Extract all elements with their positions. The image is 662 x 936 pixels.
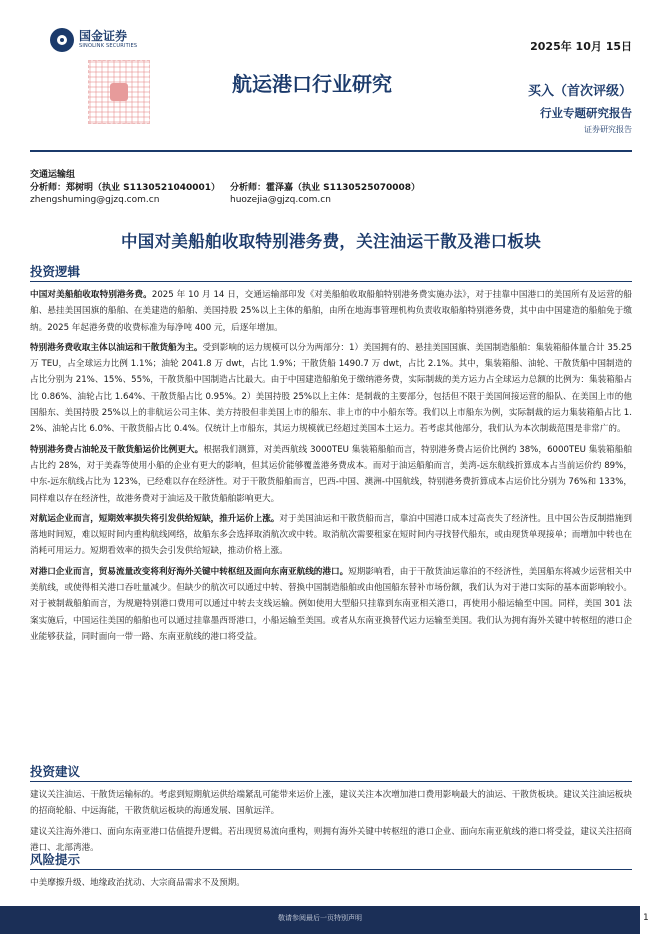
paragraph: 对航运企业而言，短期效率损失将引发供给短缺，推升运价上涨。对于美国油运和干散货船而言，靠泊中国港口成本过高丧失了经济性。且中国公告反制措施到落地时间短，难以短时间内重构航线网络，故船东多会选择取消航次或中转。取消航次需要租家在短时间内寻找替代船东，或由现货单现接单；而增加中转也在消耗可用运力。短期看效率的损失会引发供给短缺，推动价格上涨。 xyxy=(30,513,632,557)
logo-cn-text: 国金证券 xyxy=(79,29,128,43)
report-date: 2025年 10月 15日 xyxy=(530,40,632,53)
paragraph: 建议关注油运、干散货运输标的。考虑到短期航运供给端紧乱可能带来运价上涨，建议关注本次增加港口费用影响最大的油运、干散货板块。建议关注油运板块的招商轮船、中远海能，干散货航运板块的海通发展、国航远洋。 xyxy=(30,790,632,817)
qr-code-icon xyxy=(88,60,150,124)
paragraph: 对港口企业而言，贸易流量改变将利好海外关键中转枢纽及面向东南亚航线的港口。短期影响看，由于干散货油运靠泊的不经济性，美国船东将减少运营相关中美航线，或使得相关港口吞吐量减少。但缺少的航次可以通过中转、替换中国制造船舶或由他国船东替补市场份额，我们认为对于港口实际的基本面影响较小。对于被制裁船舶而言，为规避特别港口费用可以通过中转去支线运输。例如使用大型船只挂靠到东南亚相关港口，再使用小船运输至中国。同样，美国 301 法案实施后，中国运往美国的船舶也可以通过挂靠墨西哥港口，小船运输至美国。或者从东南亚换替代运力运输至美国。我们认为拥有海外关键中转枢纽的港口企业能够获益，同时面向一带一路、东南亚航线的港口将受益。 xyxy=(30,566,632,642)
industry-title: 航运港口行业研究 xyxy=(232,72,392,96)
analyst-1: 分析师：郑树明（执业 S1130521040001） xyxy=(30,183,221,193)
report-type: 行业专题研究报告 xyxy=(540,106,632,120)
rating-label: 买入（首次评级） xyxy=(527,84,632,99)
header-divider xyxy=(30,150,632,152)
paragraph: 特别港务费占油轮及干散货船运价比例更大。根据我们测算，对美西航线 3000TEU 集装箱船舶而言，特别港务费占运价比例约 38%，6000TEU 集装箱船舶占比约 28%，对于美森等使用小船的企业有更大的影响，但其运价能够覆盖港务费成本。而对于油运船舶而言，美湾-远东航线折算成本占当前运价约 89%，中东-远东航线占比为 123%，已经难以存在经济性。对于干散货船舶而言，巴西-中国、澳洲-中国航线，特别港务费折算成本占运价比分别为 76%和 133%，同样难以存在经济性，故港务费对于油运及干散货船舶影响更大。 xyxy=(30,444,632,504)
analyst-2-email[interactable]: huozejia@gjzq.com.cn xyxy=(230,194,331,205)
report-subtype: 证券研究报告 xyxy=(584,125,632,134)
analyst-1-email[interactable]: zhengshuming@gjzq.com.cn xyxy=(30,194,160,205)
team-name: 交通运输组 xyxy=(30,170,76,180)
analyst-2: 分析师：霍泽嘉（执业 S1130525070008） xyxy=(230,183,421,193)
investment-advice-section xyxy=(30,762,632,860)
report-header xyxy=(0,0,662,152)
paragraph: 建议关注海外港口、面向东南亚港口估值提升逻辑。若出现贸易流向重构，则拥有海外关键中转枢纽的港口企业、面向东南亚航线的港口将受益，建议关注招商港口、北部湾港。 xyxy=(30,826,632,853)
risk-section xyxy=(30,850,632,895)
paragraph: 特别港务费收取主体以油运和干散货船为主。受到影响的运力规模可以分为两部分：1）美国拥有的、悬挂美国国旗、美国制造船舶：集装箱船体量合计 35.25 万 TEU，占全球运力比例 1.1%；油轮 2041.8 万 dwt，占比 1.9%；干散货船 1490.7 万 dwt，占比 2.1%。其中，集装箱船、油轮、干散货船中国制造的占比分别为 21%、15%、55%，干散货船中国制造占比最大。由于中国建造船舶免于缴纳港务费，实际制裁的美方运力占全球运力总额的比例为：集装箱船占比 0.86%、油轮占比 1.64%、干散货船占比 0.95%。2）美国持股 25%以上主体：是制裁的主要部分，包括但不限于美国间接运营的船队、在美国上市的他国船东、美国持股 25%以上的非航运公司主体、美方持股但非美国上市的船东、非上市的中小船东等。我们以上市船东为例，实际制裁的运力集装箱船占比 1.2%、油轮占比 6.0%、干散货船占比 0.4%。仅统计上市船东，其运力规模就已经超过美国本土运力。若考虑其他部分，我们认为本次制裁范围是非常广的。 xyxy=(30,342,632,435)
logo-en-text: SINOLINK SECURITIES xyxy=(79,43,138,49)
section-heading: 投资建议 xyxy=(30,762,632,782)
paragraph: 中国对美船舶收取特别港务费。2025 年 10 月 14 日，交通运输部印发《对美船舶收取船舶特别港务费实施办法》，对于挂靠中国港口的美国所有及运营的船舶、悬挂美国国旗的船舶、在美建造的船舶、美国持股 25%以上主体的船舶，由所在地海事管理机构负责收取船舶特别港务费，其中由中国建造的船舶免于缴纳。2025 年起港务费的收费标准为每净吨 400 元，后逐年增加。 xyxy=(30,290,632,333)
page-number: 1 xyxy=(643,913,649,923)
investment-logic-section xyxy=(30,262,632,649)
disclaimer-note[interactable]: 敬请参阅最后一页特别声明 xyxy=(278,914,362,922)
section-heading: 投资逻辑 xyxy=(30,262,632,282)
section-heading: 风险提示 xyxy=(30,850,632,870)
report-title: 中国对美船舶收取特别港务费，关注油运干散及港口板块 xyxy=(121,232,541,251)
logo-icon xyxy=(50,28,74,52)
author-block xyxy=(30,167,632,206)
paragraph: 中美摩擦升级、地缘政治扰动、大宗商品需求不及预期。 xyxy=(30,878,245,888)
company-logo xyxy=(50,28,137,52)
